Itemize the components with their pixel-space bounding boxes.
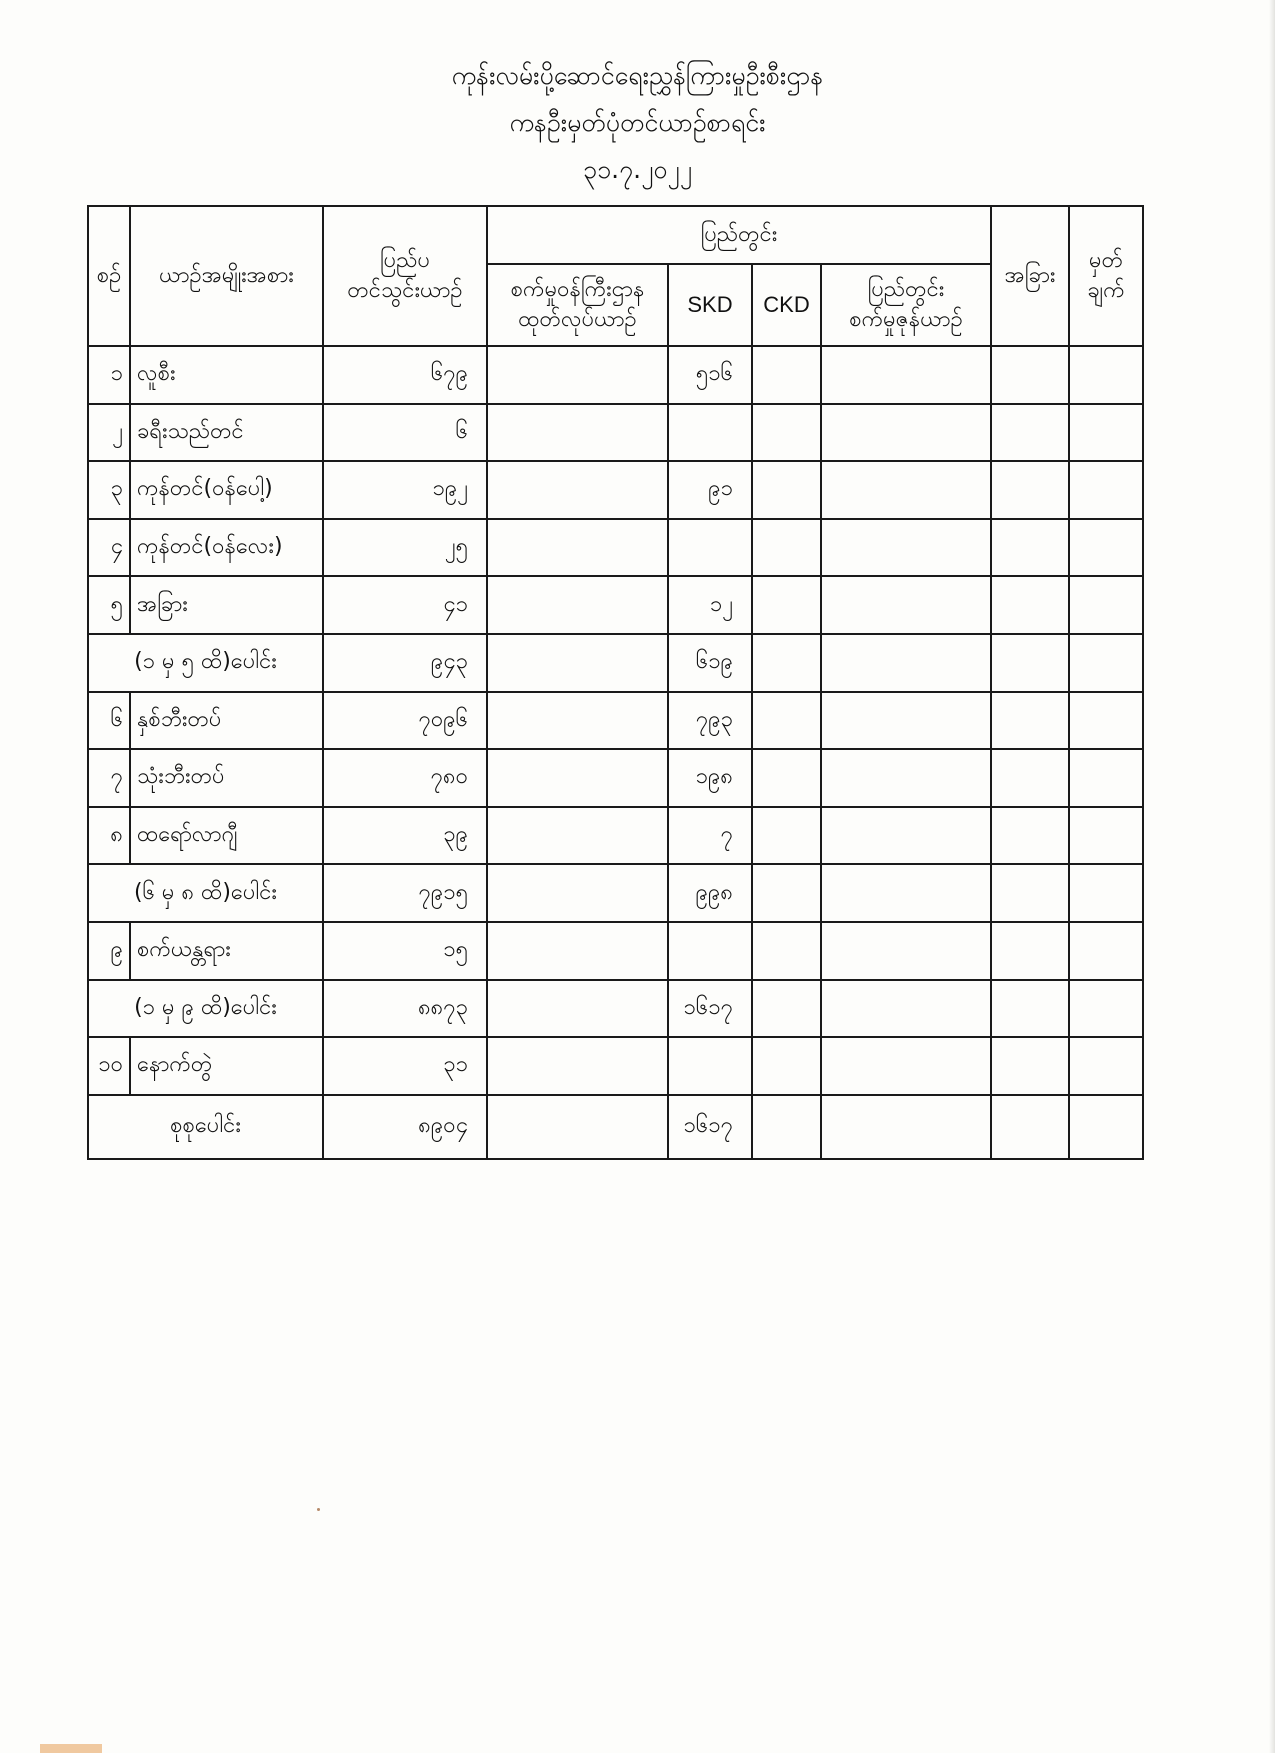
- vehicle-type: ကုန်တင်(ဝန်ပေါ့): [130, 461, 323, 519]
- remark-cell: [1069, 634, 1143, 692]
- subtotal-label: (၆ မှ ၈ ထိ)ပေါင်း: [88, 864, 323, 922]
- header-no: စဉ်: [88, 206, 130, 346]
- subtotal-label: စုစုပေါင်း: [88, 1095, 323, 1159]
- local-built-count: [821, 1095, 991, 1159]
- local-built-count: [821, 346, 991, 404]
- vehicle-type: လူစီး: [130, 346, 323, 404]
- local-built-count: [821, 980, 991, 1038]
- skd-count: ၉၁: [668, 461, 752, 519]
- table-row: [88, 692, 1143, 750]
- header-remark-text: မှတ် ချက်: [1087, 248, 1125, 303]
- import-count: ၆၇၉: [323, 346, 487, 404]
- row-number: ၃: [88, 461, 130, 519]
- vehicle-type: ကုန်တင်(ဝန်လေး): [130, 519, 323, 577]
- document-header: [0, 52, 1275, 193]
- skd-count: ၁၉၈: [668, 749, 752, 807]
- factory-count: [487, 461, 668, 519]
- total-row: [88, 1095, 1143, 1159]
- row-number: ၉: [88, 922, 130, 980]
- header-local-built: [821, 264, 991, 346]
- import-count: ၉၄၃: [323, 634, 487, 692]
- import-count: ၃၁: [323, 1037, 487, 1095]
- subtotal-row: [88, 864, 1143, 922]
- import-count: ၁၉၂: [323, 461, 487, 519]
- table-row: [88, 1037, 1143, 1095]
- ckd-count: [752, 404, 821, 462]
- header-ckd: CKD: [752, 264, 821, 346]
- factory-count: [487, 519, 668, 577]
- factory-count: [487, 634, 668, 692]
- import-count: ၁၅: [323, 922, 487, 980]
- remark-cell: [1069, 749, 1143, 807]
- table-row: [88, 922, 1143, 980]
- local-built-count: [821, 634, 991, 692]
- local-built-count: [821, 692, 991, 750]
- table-row: [88, 461, 1143, 519]
- factory-count: [487, 576, 668, 634]
- ckd-count: [752, 922, 821, 980]
- vehicle-type: ခရီးသည်တင်: [130, 404, 323, 462]
- import-count: ၇၈၀: [323, 749, 487, 807]
- remark-cell: [1069, 346, 1143, 404]
- import-count: ၇၀၉၆: [323, 692, 487, 750]
- ckd-count: [752, 519, 821, 577]
- row-number: ၆: [88, 692, 130, 750]
- report-title: ကနဦးမှတ်ပုံတင်ယာဉ်စာရင်း: [509, 108, 766, 137]
- other-count: [991, 864, 1069, 922]
- skd-count: ၁၂: [668, 576, 752, 634]
- vehicle-type: နှစ်ဘီးတပ်: [130, 692, 323, 750]
- skd-count: ၅၁၆: [668, 346, 752, 404]
- table-body: [88, 346, 1143, 1159]
- table-row: [88, 749, 1143, 807]
- remark-cell: [1069, 922, 1143, 980]
- header-skd: SKD: [668, 264, 752, 346]
- remark-cell: [1069, 980, 1143, 1038]
- remark-cell: [1069, 519, 1143, 577]
- ckd-count: [752, 346, 821, 404]
- factory-count: [487, 922, 668, 980]
- other-count: [991, 461, 1069, 519]
- row-number: ၁၀: [88, 1037, 130, 1095]
- skd-count: ၁၆၁၇: [668, 1095, 752, 1159]
- vehicle-type: အခြား: [130, 576, 323, 634]
- skd-count: ၇: [668, 807, 752, 865]
- other-count: [991, 980, 1069, 1038]
- row-number: ၂: [88, 404, 130, 462]
- scan-speck: [317, 1508, 320, 1511]
- department-title: ကုန်းလမ်းပို့ဆောင်ရေးညွှန်ကြားမှုဦးစီးဌာန: [451, 61, 824, 90]
- import-count: ၈၉၀၄: [323, 1095, 487, 1159]
- subtotal-label: (၁ မှ ၅ ထိ)ပေါင်း: [88, 634, 323, 692]
- header-row-1: [88, 206, 1143, 264]
- remark-cell: [1069, 807, 1143, 865]
- header-remark: [1069, 206, 1143, 346]
- local-built-count: [821, 1037, 991, 1095]
- other-count: [991, 922, 1069, 980]
- ckd-count: [752, 749, 821, 807]
- import-count: ၃၉: [323, 807, 487, 865]
- remark-cell: [1069, 1095, 1143, 1159]
- ckd-count: [752, 807, 821, 865]
- row-number: ၄: [88, 519, 130, 577]
- factory-count: [487, 864, 668, 922]
- vehicle-type: သုံးဘီးတပ်: [130, 749, 323, 807]
- import-count: ၇၉၁၅: [323, 864, 487, 922]
- skd-count: ၇၉၃: [668, 692, 752, 750]
- ckd-count: [752, 1037, 821, 1095]
- other-count: [991, 692, 1069, 750]
- skd-count: [668, 519, 752, 577]
- other-count: [991, 807, 1069, 865]
- subtotal-row: [88, 980, 1143, 1038]
- subtotal-row: [88, 634, 1143, 692]
- header-vehicle-type: ယာဉ်အမျိုးအစား: [130, 206, 323, 346]
- page-edge-shadow: [1269, 0, 1275, 1753]
- scan-edge-mark: [40, 1744, 102, 1753]
- other-count: [991, 1095, 1069, 1159]
- header-factory: [487, 264, 668, 346]
- table-row: [88, 404, 1143, 462]
- factory-count: [487, 980, 668, 1038]
- other-count: [991, 519, 1069, 577]
- header-import-text: ပြည်ပ တင်သွင်းယာဉ်: [347, 248, 463, 303]
- import-count: ၄၁: [323, 576, 487, 634]
- ckd-count: [752, 692, 821, 750]
- table-row: [88, 346, 1143, 404]
- remark-cell: [1069, 576, 1143, 634]
- skd-count: [668, 404, 752, 462]
- factory-count: [487, 749, 668, 807]
- header-other: အခြား: [991, 206, 1069, 346]
- local-built-count: [821, 404, 991, 462]
- factory-count: [487, 807, 668, 865]
- ckd-count: [752, 980, 821, 1038]
- header-local-built-text: ပြည်တွင်း စက်မှုဇုန်ယာဉ်: [849, 277, 963, 332]
- table-row: [88, 519, 1143, 577]
- factory-count: [487, 1095, 668, 1159]
- vehicle-type: ထရော်လာဂျီ: [130, 807, 323, 865]
- skd-count: [668, 1037, 752, 1095]
- remark-cell: [1069, 1037, 1143, 1095]
- skd-count: [668, 922, 752, 980]
- registration-table-wrapper: [87, 205, 1142, 1160]
- ckd-count: [752, 1095, 821, 1159]
- remark-cell: [1069, 692, 1143, 750]
- local-built-count: [821, 807, 991, 865]
- local-built-count: [821, 922, 991, 980]
- ckd-count: [752, 461, 821, 519]
- ckd-count: [752, 576, 821, 634]
- import-count: ၆: [323, 404, 487, 462]
- skd-count: ၁၆၁၇: [668, 980, 752, 1038]
- other-count: [991, 576, 1069, 634]
- row-number: ၇: [88, 749, 130, 807]
- row-number: ၈: [88, 807, 130, 865]
- local-built-count: [821, 461, 991, 519]
- remark-cell: [1069, 404, 1143, 462]
- factory-count: [487, 404, 668, 462]
- import-count: ၂၅: [323, 519, 487, 577]
- report-date: ၃၁.၇.၂၀၂၂: [583, 155, 692, 184]
- table-row: [88, 576, 1143, 634]
- other-count: [991, 634, 1069, 692]
- skd-count: ၆၁၉: [668, 634, 752, 692]
- factory-count: [487, 1037, 668, 1095]
- registration-table: [87, 205, 1144, 1160]
- ckd-count: [752, 634, 821, 692]
- subtotal-label: (၁ မှ ၉ ထိ)ပေါင်း: [88, 980, 323, 1038]
- header-domestic: ပြည်တွင်း: [487, 206, 991, 264]
- vehicle-type: စက်ယန္တရား: [130, 922, 323, 980]
- skd-count: ၉၉၈: [668, 864, 752, 922]
- other-count: [991, 1037, 1069, 1095]
- remark-cell: [1069, 864, 1143, 922]
- header-factory-text: စက်မှုဝန်ကြီးဌာန ထုတ်လုပ်ယာဉ်: [510, 277, 645, 332]
- vehicle-type: နောက်တွဲ: [130, 1037, 323, 1095]
- import-count: ၈၈၇၃: [323, 980, 487, 1038]
- other-count: [991, 346, 1069, 404]
- local-built-count: [821, 519, 991, 577]
- local-built-count: [821, 749, 991, 807]
- factory-count: [487, 692, 668, 750]
- remark-cell: [1069, 461, 1143, 519]
- table-row: [88, 807, 1143, 865]
- row-number: ၅: [88, 576, 130, 634]
- local-built-count: [821, 864, 991, 922]
- ckd-count: [752, 864, 821, 922]
- factory-count: [487, 346, 668, 404]
- other-count: [991, 749, 1069, 807]
- other-count: [991, 404, 1069, 462]
- header-import: [323, 206, 487, 346]
- local-built-count: [821, 576, 991, 634]
- row-number: ၁: [88, 346, 130, 404]
